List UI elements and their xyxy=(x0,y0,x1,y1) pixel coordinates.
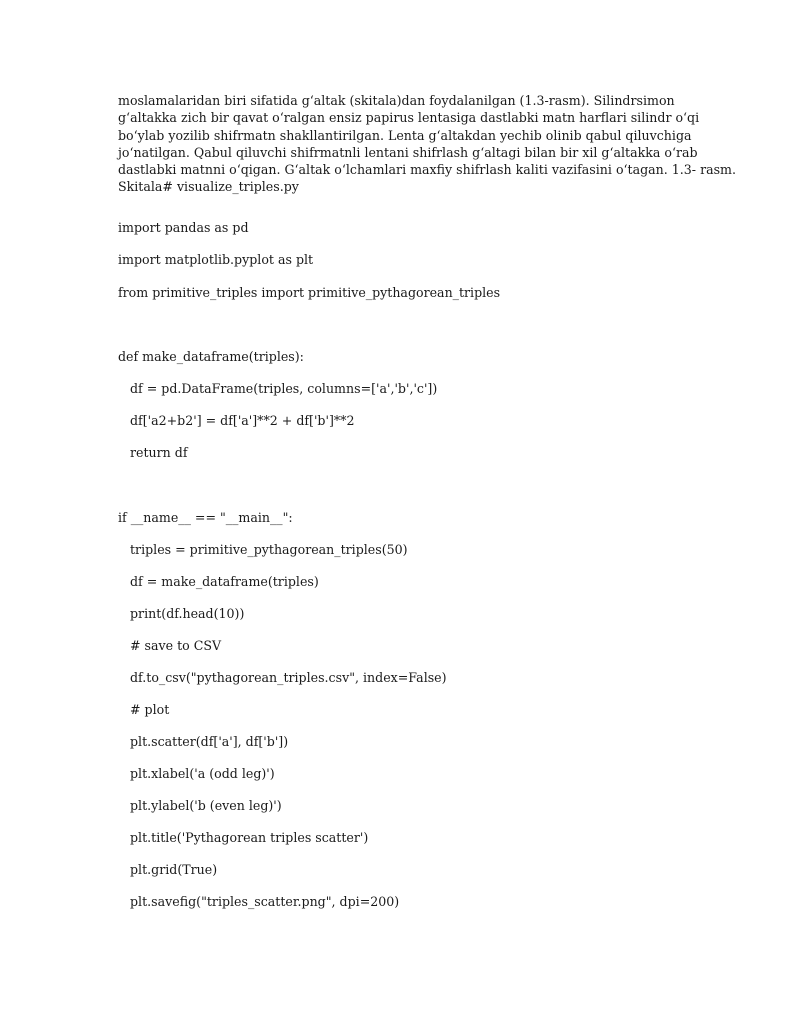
paragraph-line: Skitala# visualize_triples.py xyxy=(118,179,299,195)
code-line: df['a2+b2'] = df['a']**2 + df['b']**2 xyxy=(130,413,355,428)
code-line: triples = primitive_pythagorean_triples(50) xyxy=(130,542,408,557)
code-line: plt.savefig("triples_scatter.png", dpi=200) xyxy=(130,894,400,909)
code-line: df = pd.DataFrame(triples, columns=['a','b','c']) xyxy=(130,381,438,396)
document-page xyxy=(118,92,737,909)
code-line: # plot xyxy=(130,702,170,717)
paragraph-line: dastlabki matnni o‘qigan. G‘altak o‘lchamlari maxfiy shifrlash kaliti vazifasini o‘tagan. 1.3- rasm. xyxy=(118,162,737,178)
code-line: print(df.head(10)) xyxy=(130,606,245,621)
code-line: plt.xlabel('a (odd leg)') xyxy=(130,766,275,781)
intro-paragraph xyxy=(118,92,737,196)
paragraph-line: moslamalaridan biri sifatida g‘altak (skitala)dan foydalanilgan (1.3-rasm). Silindrsimon xyxy=(118,93,675,108)
code-line: from primitive_triples import primitive_pythagorean_triples xyxy=(118,285,501,300)
code-line: plt.grid(True) xyxy=(130,862,218,877)
code-line: def make_dataframe(triples): xyxy=(118,349,304,364)
code-line: import matplotlib.pyplot as plt xyxy=(118,252,314,267)
code-line: if __name__ == "__main__": xyxy=(118,510,293,525)
code-line: # save to CSV xyxy=(130,638,222,653)
paragraph-line: jo‘natilgan. Qabul qiluvchi shifrmatnli lentani shifrlash g‘altagi bilan bir xil g‘altakka o‘rab xyxy=(118,144,698,160)
code-line: import pandas as pd xyxy=(118,220,249,235)
code-line: plt.scatter(df['a'], df['b']) xyxy=(130,734,289,749)
code-line: df.to_csv("pythagorean_triples.csv", index=False) xyxy=(130,670,447,685)
paragraph-line: g‘altakka zich bir qavat o‘ralgan ensiz papirus lentasiga dastlabki matn harflari silindr o‘qi xyxy=(118,110,700,126)
code-line: plt.ylabel('b (even leg)') xyxy=(130,798,282,813)
code-line: df = make_dataframe(triples) xyxy=(130,574,319,589)
code-line: return df xyxy=(130,445,188,460)
code-line: plt.title('Pythagorean triples scatter') xyxy=(130,830,369,845)
paragraph-line: bo‘ylab yozilib shifrmatn shakllantirilgan. Lenta g‘altakdan yechib olinib qabul qiluvchiga xyxy=(118,127,692,143)
